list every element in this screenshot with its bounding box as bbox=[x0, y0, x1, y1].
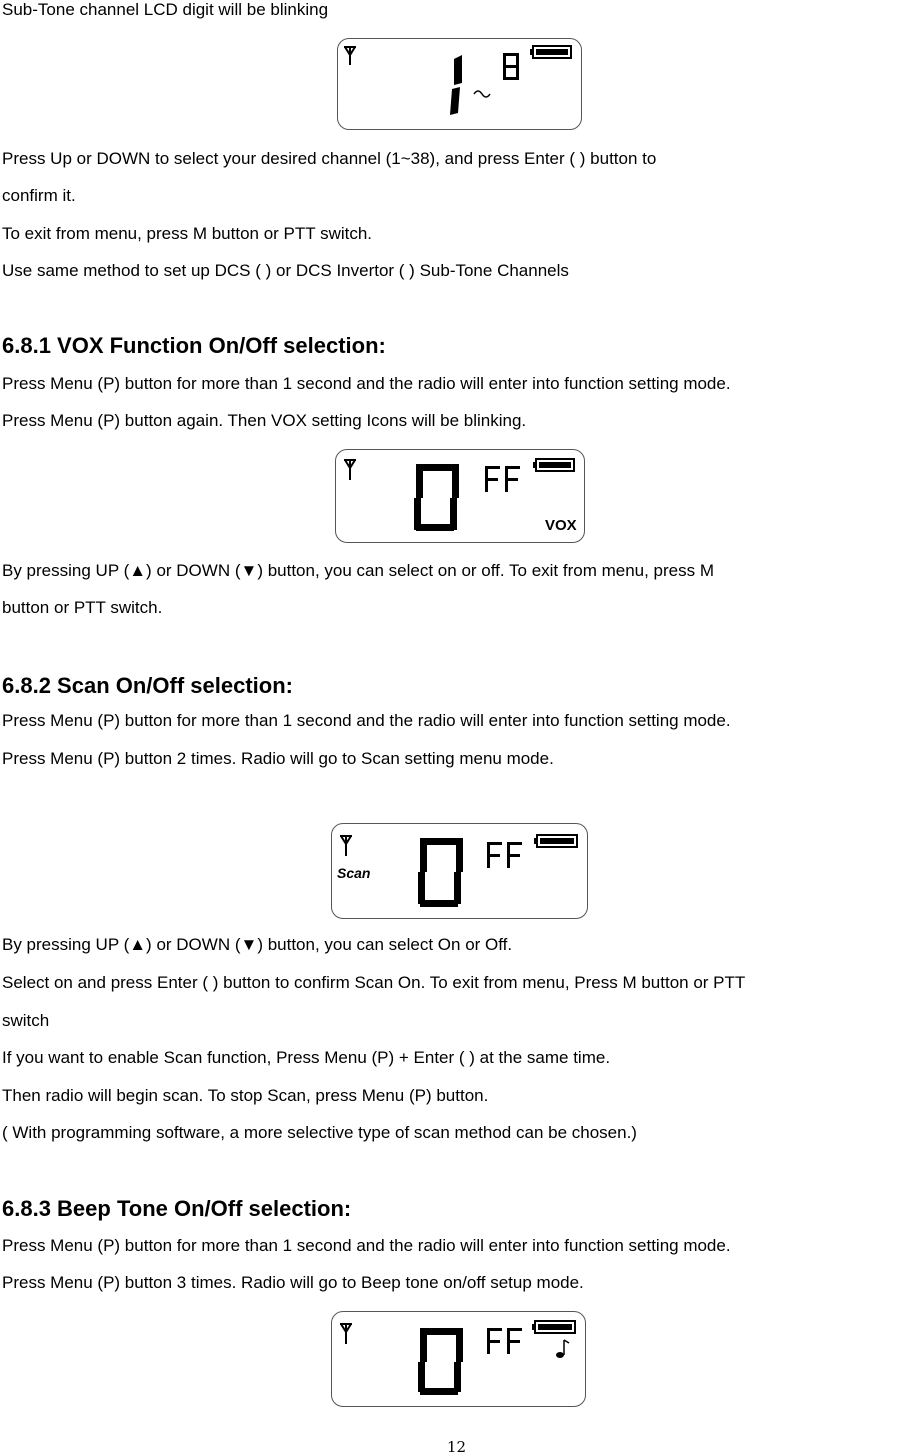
battery-icon bbox=[532, 1321, 575, 1333]
scan-label: Scan bbox=[337, 865, 371, 881]
page-number: 12 bbox=[446, 1438, 467, 1456]
text-line: By pressing UP (▲) or DOWN (▼) button, you can select On or Off. bbox=[2, 935, 513, 954]
text-line: switch bbox=[2, 1011, 50, 1030]
digit-zero bbox=[418, 1328, 463, 1395]
music-note-icon bbox=[556, 1340, 569, 1358]
text-line: Sub-Tone channel LCD digit will be blinking bbox=[2, 0, 329, 19]
battery-icon bbox=[534, 835, 577, 847]
text-line: Press Menu (P) button 3 times. Radio will go to Beep tone on/off setup mode. bbox=[2, 1273, 584, 1292]
antenna-icon bbox=[340, 1324, 352, 1344]
lcd-subtone-display bbox=[337, 38, 582, 130]
digit-zero bbox=[418, 838, 463, 907]
text-line: ( With programming software, a more selective type of scan method can be chosen.) bbox=[2, 1123, 637, 1142]
text-line: Then radio will begin scan. To stop Scan, press Menu (P) button. bbox=[2, 1086, 489, 1105]
antenna-icon bbox=[340, 836, 352, 856]
text-line: To exit from menu, press M button or PTT switch. bbox=[2, 224, 373, 243]
lcd-scan-display bbox=[331, 823, 588, 919]
text-line: Use same method to set up DCS ( ) or DCS Invertor ( ) Sub-Tone Channels bbox=[2, 261, 569, 280]
lcd-vox-display bbox=[335, 449, 585, 543]
digit-eight bbox=[503, 53, 519, 80]
letters-ff bbox=[487, 842, 522, 868]
tilde-icon bbox=[474, 91, 490, 97]
text-line: Press Up or DOWN to select your desired channel (1~38), and press Enter ( ) button to bbox=[2, 149, 657, 168]
text-line: Select on and press Enter ( ) button to confirm Scan On. To exit from menu, Press M button or PTT bbox=[2, 973, 746, 992]
text-line: Press Menu (P) button for more than 1 second and the radio will enter into function setting mode. bbox=[2, 374, 731, 393]
battery-icon bbox=[533, 459, 574, 471]
digit-zero bbox=[414, 464, 459, 531]
text-line: By pressing UP (▲) or DOWN (▼) button, you can select on or off. To exit from menu, press M bbox=[2, 561, 715, 580]
text-line: confirm it. bbox=[2, 186, 76, 205]
antenna-icon bbox=[344, 47, 356, 65]
battery-icon bbox=[530, 46, 571, 58]
lcd-beep-display bbox=[331, 1311, 586, 1407]
section-heading-vox: 6.8.1 VOX Function On/Off selection: bbox=[2, 333, 386, 358]
letters-ff bbox=[485, 466, 520, 492]
digit-one bbox=[450, 55, 462, 115]
text-line: button or PTT switch. bbox=[2, 598, 163, 617]
text-line: Press Menu (P) button 2 times. Radio will go to Scan setting menu mode. bbox=[2, 749, 554, 768]
letters-ff bbox=[487, 1328, 522, 1354]
section-heading-scan: 6.8.2 Scan On/Off selection: bbox=[2, 673, 293, 698]
text-line: Press Menu (P) button again. Then VOX setting Icons will be blinking. bbox=[2, 411, 527, 430]
text-line: Press Menu (P) button for more than 1 second and the radio will enter into function setting mode. bbox=[2, 1236, 731, 1255]
text-line: If you want to enable Scan function, Press Menu (P) + Enter ( ) at the same time. bbox=[2, 1048, 611, 1067]
vox-label: VOX bbox=[545, 517, 577, 534]
text-line: Press Menu (P) button for more than 1 second and the radio will enter into function setting mode. bbox=[2, 711, 731, 730]
section-heading-beep: 6.8.3 Beep Tone On/Off selection: bbox=[2, 1196, 352, 1221]
antenna-icon bbox=[344, 460, 356, 480]
